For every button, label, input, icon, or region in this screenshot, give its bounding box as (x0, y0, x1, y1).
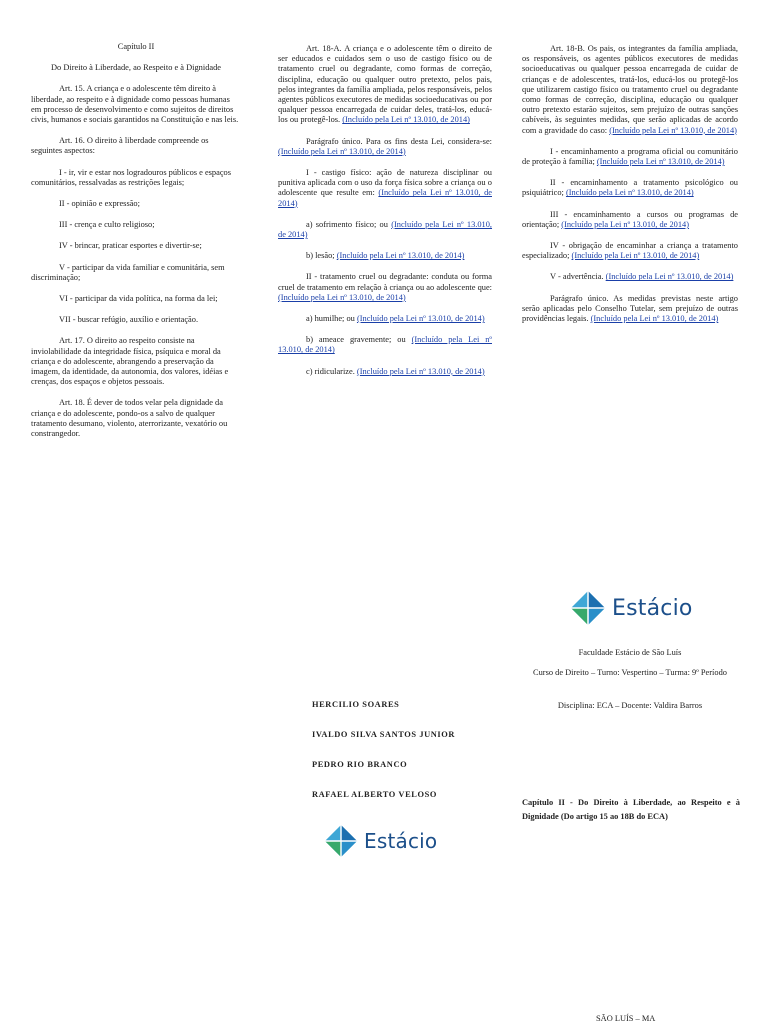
paragrafo-unico-18b (522, 294, 738, 325)
inciso-ii-text: II - tratamento cruel ou degradante: conduta ou forma cruel de tratamento em relação à criança ou ao adolescente que: (278, 272, 492, 292)
amendment-link[interactable]: (Incluído pela Lei nº 13.010, de 2014) (342, 115, 470, 125)
chapter-title: Capítulo II (117, 42, 155, 51)
chapter-subtitle: Do Direito à Liberdade, ao Respeito e à Dignidade (51, 63, 221, 73)
medida-i-text: I - encaminhamento a programa oficial ou comunitário de proteção à família; (522, 146, 738, 167)
amendment-link[interactable]: (Incluído pela Lei nº 13.010, de 2014) (278, 146, 406, 156)
medida-iv (522, 241, 738, 261)
medida-iv-text: IV - obrigação de encaminhar a criança a tratamento especializado; (522, 241, 738, 261)
amendment-link[interactable]: (Incluído pela Lei nº 13.010, de 2014) (356, 314, 485, 324)
amendment-link[interactable]: (Incluído pela Lei nº 13.010, de 2014) (605, 272, 734, 282)
work-subject: Capítulo II - Do Direito à Liberdade, ao Respeito e à Dignidade (Do artigo 15 ao 18B do ECA) (522, 798, 740, 821)
column-middle (278, 44, 492, 388)
inciso-i (278, 168, 492, 209)
inciso-ii (278, 272, 492, 303)
paragrafo-unico (278, 137, 492, 157)
alinea-b1 (278, 251, 492, 261)
student-name: PEDRO RIO BRANCO (312, 760, 408, 769)
estacio-diamond-icon (570, 590, 606, 626)
alinea-b2 (278, 335, 492, 355)
paragrafo-18b-text: Parágrafo único. As medidas previstas neste artigo serão aplicadas pelo Conselho Tutelar, sem prejuízo de outras providências legais. (522, 293, 738, 324)
item-vii: VII - buscar refúgio, auxílio e orientação. (59, 315, 199, 325)
amendment-link[interactable]: (Incluído pela Lei nº 13.010, de 2014) (590, 314, 719, 324)
alinea-a1-text: a) sofrimento físico; ou (306, 219, 388, 229)
medida-v (522, 272, 738, 282)
student-name: IVALDO SILVA SANTOS JUNIOR (312, 730, 456, 739)
alinea-b1-text: b) lesão; (306, 251, 335, 261)
student-name: HERCILIO SOARES (312, 700, 400, 709)
alinea-c2-text: c) ridicularize. (306, 366, 355, 376)
amendment-link[interactable]: (Incluído pela Lei nº 13.010, de 2014) (278, 292, 406, 302)
art-18b (522, 44, 738, 136)
art-16: Art. 16. O direito à liberdade compreende os seguintes aspectos: (31, 136, 209, 156)
estacio-wordmark: Estácio (364, 829, 438, 853)
item-v: V - participar da vida familiar e comunitária, sem discriminação; (31, 262, 225, 282)
medida-iii-text: III - encaminhamento a cursos ou programas de orientação; (522, 209, 738, 229)
column-right (522, 44, 738, 335)
city-label: SÃO LUÍS – MA (596, 1014, 656, 1023)
amendment-link[interactable]: (Incluído pela Lei nº 13.010, de 2014) (278, 335, 492, 355)
medida-iii (522, 210, 738, 230)
medida-ii (522, 178, 738, 198)
alinea-a2-text: a) humilhe; ou (306, 314, 355, 324)
estacio-logo-center (324, 824, 437, 858)
estacio-wordmark: Estácio (612, 595, 693, 621)
item-iv: IV - brincar, praticar esportes e divertir-se; (59, 241, 202, 251)
item-i: I - ir, vir e estar nos logradouros públicos e espaços comunitários, ressalvadas as restrições legais; (31, 167, 232, 187)
medida-ii-text: II - encaminhamento a tratamento psicológico ou psiquiátrico; (522, 178, 738, 198)
medida-i (522, 147, 738, 167)
art-17: Art. 17. O direito ao respeito consiste na inviolabilidade da integridade física, psíquica e moral da criança e do adolescente, abrangendo a preservação da imagem, da identidade, da autonomia, dos valores, idéias e crenças, dos espaços e objetos pessoais. (31, 336, 229, 387)
discipline-info: Disciplina: ECA – Docente: Valdira Barros (557, 701, 703, 710)
amendment-link[interactable]: (Incluído pela Lei nº 13.010, de 2014) (278, 219, 493, 240)
art-18: Art. 18. É dever de todos velar pela dignidade da criança e do adolescente, pondo-os a salvo de qualquer tratamento desumano, violento, aterrorizante, vexatório ou constrangedor. (31, 398, 228, 439)
item-vi: VI - participar da vida política, na forma da lei; (59, 294, 218, 304)
alinea-c2 (278, 367, 492, 377)
estacio-diamond-icon (324, 824, 358, 858)
amendment-link[interactable]: (Incluído pela Lei nº 13.010, de 2014) (336, 251, 465, 261)
art-18a (278, 44, 492, 126)
alinea-b2-text: b) ameace gravemente; ou (306, 335, 406, 345)
student-name: RAFAEL ALBERTO VELOSO (312, 790, 437, 799)
art-18a-text: Art. 18-A. A criança e o adolescente têm o direito de ser educados e cuidados sem o uso de castigo físico ou de tratamento cruel ou degradante, como formas de correção, disciplina, educação ou qualquer outro pretexto, pelos pais, pelos integrantes da família ampliada, pelos responsáveis, pelos agentes públicos executores de medidas socioeducativas ou por qualquer pessoa encarregada de cuidar deles, tratá-los, educá-los ou protegê-los. (278, 44, 492, 125)
art-15: Art. 15. A criança e o adolescente têm direito à liberdade, ao respeito e à dignidade como pessoas humanas em processo de desenvolvimento e como sujeitos de direitos civis, humanos e sociais garantidos na Constituição e nas leis. (31, 84, 239, 125)
amendment-link[interactable]: (Incluído pela Lei nº 13.010, de 2014) (609, 125, 737, 135)
inciso-i-text: I - castigo físico: ação de natureza disciplinar ou punitiva aplicada com o uso da força física sobre a criança ou o adolescente que resulte em: (278, 168, 492, 198)
item-iii: III - crença e culto religioso; (59, 220, 155, 230)
student-names (312, 700, 455, 820)
amendment-link[interactable]: (Incluído pela Lei nº 13.010, de 2014) (571, 251, 700, 261)
estacio-logo-top (570, 590, 693, 626)
column-left (31, 42, 241, 450)
paragrafo-text: Parágrafo único. Para os fins desta Lei, considera-se: (306, 136, 492, 146)
amendment-link[interactable]: (Incluído pela Lei nº 13.010, de 2014) (565, 188, 694, 198)
amendment-link[interactable]: (Incluído pela Lei nº 13.010, de 2014) (596, 157, 725, 167)
amendment-link[interactable]: (Incluído pela Lei nº 13.010, de 2014) (356, 366, 485, 376)
amendment-link[interactable]: (Incluído pela Lei nº 13.010, de 2014) (561, 219, 690, 229)
medida-v-text: V - advertência. (550, 272, 604, 282)
art-18b-text: Art. 18-B. Os pais, os integrantes da família ampliada, os responsáveis, os agentes públicos executores de medidas socioeducativas ou qualquer pessoa encarregada de cuidar de crianças e de adolescentes, tratá-los, educá-los ou protegê-los que utilizarem castigo físico ou tratamento cruel ou degradante como formas de correção, disciplina, educação ou qualquer outro pretexto estarão sujeitos, sem prejuízo de outras sanções cabíveis, às seguintes medidas, que serão aplicadas de acordo com a gravidade do caso: (522, 44, 738, 135)
faculty-name: Faculdade Estácio de São Luís (578, 648, 682, 657)
item-ii: II - opinião e expressão; (59, 199, 140, 209)
alinea-a2 (278, 314, 492, 324)
course-info: Curso de Direito – Turno: Vespertino – Turma: 9º Período (533, 668, 727, 677)
alinea-a1 (278, 220, 492, 240)
amendment-link[interactable]: (Incluído pela Lei nº 13.010, de 2014) (278, 188, 492, 208)
